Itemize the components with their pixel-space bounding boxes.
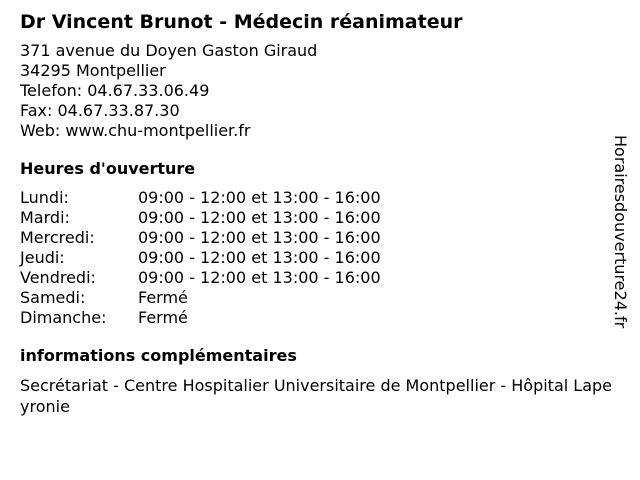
day-label: Dimanche: [20,308,107,327]
info-text: Secrétariat - Centre Hospitalier Universitaire de Montpellier - Hôpital Lapeyronie [20,376,613,416]
website: Web: www.chu-montpellier.fr [20,121,251,140]
address-block [20,41,616,141]
address-street: 371 avenue du Doyen Gaston Giraud [20,41,318,60]
hours-row-thursday [20,248,616,268]
hours-row-monday [20,188,616,208]
opening-hours-table [20,188,616,328]
day-label: Lundi: [20,188,69,207]
hours-heading: Heures d'ouverture [20,159,196,178]
address-city: 34295 Montpellier [20,61,166,80]
hours-row-wednesday [20,228,616,248]
info-heading: informations complémentaires [20,346,297,365]
hours-row-tuesday [20,208,616,228]
time-value: 09:00 - 12:00 et 13:00 - 16:00 [138,208,381,227]
time-value: 09:00 - 12:00 et 13:00 - 16:00 [138,248,381,267]
time-value: 09:00 - 12:00 et 13:00 - 16:00 [138,228,381,247]
hours-row-saturday [20,288,616,308]
time-value: Fermé [138,288,188,307]
phone-number: Telefon: 04.67.33.06.49 [20,81,210,100]
day-label: Vendredi: [20,268,96,287]
time-value: 09:00 - 12:00 et 13:00 - 16:00 [138,268,381,287]
day-label: Jeudi: [20,248,65,267]
page-title: Dr Vincent Brunot - Médecin réanimateur [20,11,463,33]
day-label: Mercredi: [20,228,95,247]
site-watermark: Horairesdouverture24.fr [611,135,630,329]
time-value: 09:00 - 12:00 et 13:00 - 16:00 [138,188,381,207]
hours-row-sunday [20,308,616,328]
day-label: Samedi: [20,288,86,307]
hours-row-friday [20,268,616,288]
time-value: Fermé [138,308,188,327]
fax-number: Fax: 04.67.33.87.30 [20,101,180,120]
business-listing [20,10,616,417]
day-label: Mardi: [20,208,70,227]
